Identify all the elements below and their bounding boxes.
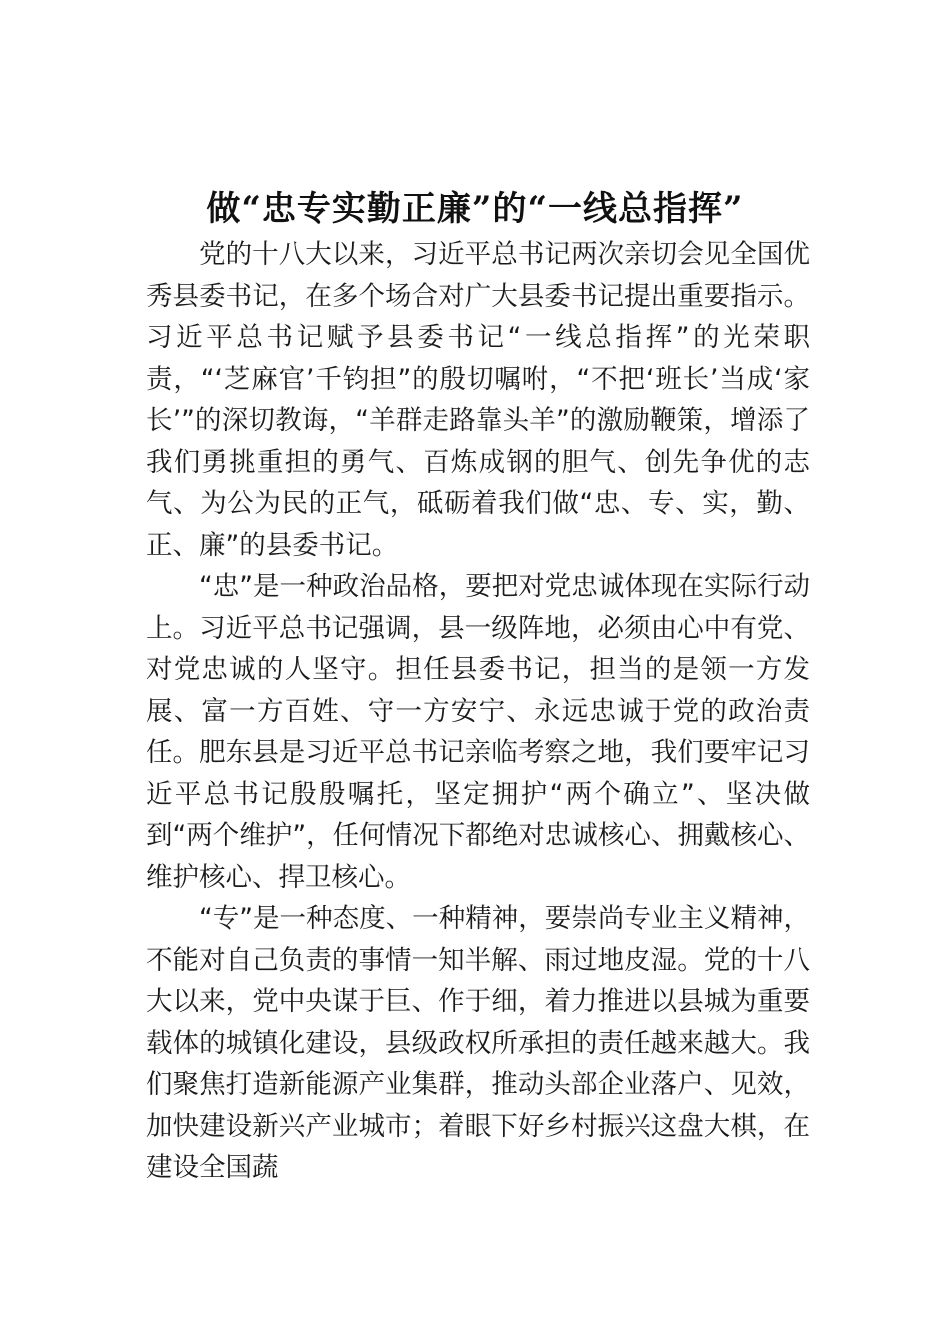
document-title: 做“忠专实勤正廉”的“一线总指挥” <box>206 188 744 229</box>
document-body <box>146 234 810 1189</box>
paragraph-zhong: “忠”是一种政治品格，要把对党忠诚体现在实际行动上。习近平总书记强调，县一级阵地，必须由心中有党、对党忠诚的人坚守。担任县委书记，担当的是领一方发展、富一方百姓、守一方安宁、永远忠诚于党的政治责任。肥东县是习近平总书记亲临考察之地，我们要牢记习近平总书记殷殷嘱托，坚定拥护“两个确立”、坚决做到“两个维护”，任何情况下都绝对忠诚核心、拥戴核心、维护核心、捍卫核心。 <box>146 571 810 893</box>
paragraph-zhuan: “专”是一种态度、一种精神，要崇尚专业主义精神，不能对自己负责的事情一知半解、雨过地皮湿。党的十八大以来，党中央谋于巨、作于细，着力推进以县城为重要载体的城镇化建设，县级政权所承担的责任越来越大。我们聚焦打造新能源产业集群，推动头部企业落户、见效，加快建设新兴产业城市；着眼下好乡村振兴这盘大棋，在建设全国蔬 <box>146 903 810 1183</box>
paragraph-intro: 党的十八大以来，习近平总书记两次亲切会见全国优秀县委书记，在多个场合对广大县委书记提出重要指示。习近平总书记赋予县委书记“一线总指挥”的光荣职责，“‘芝麻官’千钧担”的殷切嘱咐，“不把‘班长’当成‘家长’”的深切教诲，“羊群走路靠头羊”的激励鞭策，增添了我们勇挑重担的勇气、百炼成钢的胆气、创先争优的志气、为公为民的正气，砥砺着我们做“忠、专、实，勤、正、廉”的县委书记。 <box>146 239 810 561</box>
